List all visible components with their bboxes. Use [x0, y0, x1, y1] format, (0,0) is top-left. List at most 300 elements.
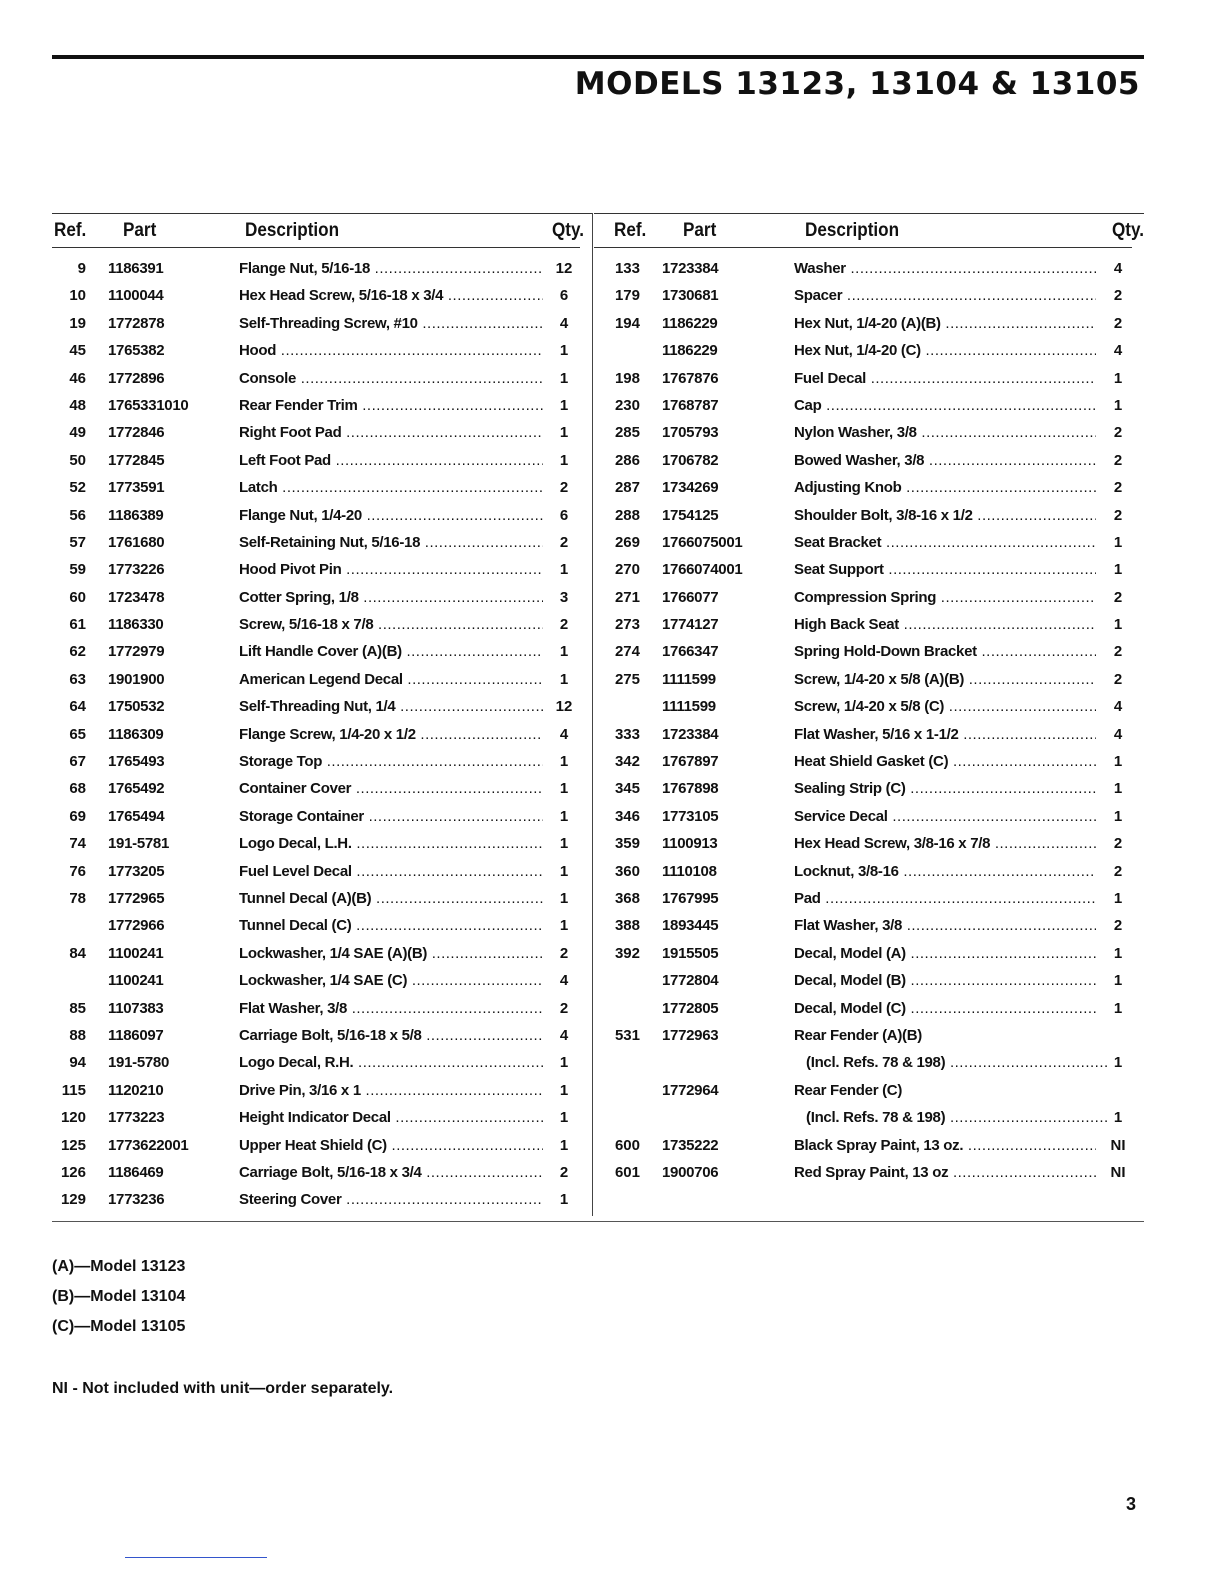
table-row: [594, 503, 1144, 530]
top-rule: [52, 55, 1144, 59]
part-number-cell: 1772878: [108, 314, 165, 332]
ref-cell: 274: [614, 643, 640, 661]
quantity-cell: 1: [559, 862, 569, 880]
quantity-cell: 1: [559, 342, 569, 360]
table-row: [594, 667, 1144, 694]
ref-cell: 65: [69, 725, 86, 743]
quantity-cell: 1: [1113, 396, 1123, 414]
quantity-cell: 1: [1113, 972, 1123, 990]
table-row: [594, 393, 1144, 420]
table-row: [594, 941, 1144, 968]
quantity-cell: 3: [559, 588, 569, 606]
quantity-cell: 1: [559, 1109, 569, 1127]
table-row: [594, 1078, 1144, 1105]
part-number-cell: 1773236: [108, 1191, 165, 1209]
header-ref: Ref.: [54, 220, 87, 241]
quantity-cell: 1: [559, 451, 569, 469]
part-number-cell: 1107383: [108, 999, 164, 1017]
quantity-cell: 1: [559, 396, 569, 414]
table-header: [52, 214, 592, 247]
header-description: Description: [245, 220, 340, 241]
part-number-cell: 1186309: [108, 725, 164, 743]
description-cell: Decal, Model (A) .....: [794, 945, 1096, 962]
description-cell: Locknut, 3/8-16 .....: [794, 863, 1096, 880]
description-cell: Black Spray Paint, 13 oz. .....: [794, 1137, 1096, 1154]
quantity-cell: 2: [1113, 506, 1123, 524]
ref-cell: 60: [69, 588, 86, 606]
table-row: [594, 722, 1144, 749]
table-row: [52, 722, 592, 749]
ref-cell: 287: [614, 479, 640, 497]
table-row: [594, 420, 1144, 447]
quantity-cell: 1: [559, 807, 569, 825]
ref-cell: 62: [69, 643, 86, 661]
ref-cell: 85: [69, 999, 86, 1017]
table-row: [52, 667, 592, 694]
description-cell: Storage Top .....: [239, 753, 543, 770]
description-cell: Lockwasher, 1/4 SAE (C) .....: [239, 972, 543, 989]
ref-cell: 68: [69, 780, 86, 798]
table-row: [594, 694, 1144, 721]
quantity-cell: 1: [1113, 944, 1123, 962]
part-number-cell: 1765331010: [108, 396, 189, 414]
ref-cell: 230: [614, 396, 640, 414]
part-number-cell: 1773223: [108, 1109, 165, 1127]
quantity-cell: 4: [559, 314, 569, 332]
description-cell: Rear Fender Trim .....: [239, 397, 543, 414]
part-number-cell: 1100241: [108, 944, 164, 962]
quantity-cell: 1: [1113, 780, 1123, 798]
table-row: [594, 1050, 1144, 1077]
description-cell: Bowed Washer, 3/8 .....: [794, 452, 1096, 469]
description-cell: Logo Decal, L.H. .....: [239, 835, 543, 852]
table-row: [52, 1160, 592, 1187]
table-body-left: [52, 248, 592, 1216]
description-cell: Hood Pivot Pin .....: [239, 561, 543, 578]
ref-cell: 76: [69, 862, 86, 880]
table-row: [52, 913, 592, 940]
bottom-rule: [52, 1221, 1144, 1222]
part-number-cell: 1767897: [662, 753, 719, 771]
model-footnotes: [52, 1258, 185, 1348]
description-cell: Self-Threading Nut, 1/4 .....: [239, 698, 543, 715]
table-row: [594, 776, 1144, 803]
description-cell: Decal, Model (C) .....: [794, 1000, 1096, 1017]
description-cell: Container Cover .....: [239, 780, 543, 797]
part-number-cell: 1772963: [662, 1026, 719, 1044]
ref-cell: 120: [60, 1109, 86, 1127]
table-row: [594, 475, 1144, 502]
table-row: [52, 393, 592, 420]
ref-cell: 601: [614, 1163, 640, 1181]
description-cell: Cotter Spring, 1/8 .....: [239, 589, 543, 606]
description-cell: Hex Nut, 1/4-20 (C) .....: [794, 342, 1096, 359]
quantity-cell: 2: [1113, 479, 1123, 497]
table-row: [52, 585, 592, 612]
part-number-cell: 1730681: [662, 287, 719, 305]
part-number-cell: 1773205: [108, 862, 165, 880]
table-row: [52, 941, 592, 968]
part-number-cell: 1111599: [662, 698, 716, 716]
ref-cell: 271: [614, 588, 640, 606]
table-row: [594, 530, 1144, 557]
part-number-cell: 1186229: [662, 314, 718, 332]
ref-cell: 52: [69, 479, 86, 497]
table-row: [52, 557, 592, 584]
table-row: [594, 366, 1144, 393]
table-row: [594, 831, 1144, 858]
quantity-cell: 6: [559, 506, 569, 524]
table-row: [594, 913, 1144, 940]
quantity-cell: 1: [559, 753, 569, 771]
quantity-cell: 4: [1113, 260, 1123, 277]
quantity-cell: 2: [1113, 670, 1123, 688]
description-cell: Seat Bracket .....: [794, 534, 1096, 551]
quantity-cell: 2: [1113, 424, 1123, 442]
ref-cell: 346: [614, 807, 640, 825]
part-number-cell: 191-5781: [108, 835, 169, 853]
ref-cell: 46: [69, 369, 86, 387]
table-row: [52, 996, 592, 1023]
description-cell: Spring Hold-Down Bracket .....: [794, 643, 1096, 660]
description-cell: Flat Washer, 3/8 .....: [794, 917, 1096, 934]
ref-cell: 74: [69, 835, 86, 853]
table-row: [52, 749, 592, 776]
ref-cell: 345: [614, 780, 640, 798]
ref-cell: 61: [69, 616, 86, 634]
part-number-cell: 1900706: [662, 1163, 719, 1181]
description-cell: Carriage Bolt, 5/16-18 x 3/4 .....: [239, 1164, 543, 1181]
ref-cell: 288: [614, 506, 640, 524]
table-row: [594, 804, 1144, 831]
ref-cell: 342: [614, 753, 640, 771]
ref-cell: 67: [69, 753, 86, 771]
description-cell: Console .....: [239, 370, 543, 387]
ref-cell: 360: [614, 862, 640, 880]
description-cell: Lockwasher, 1/4 SAE (A)(B) .....: [239, 945, 543, 962]
part-number-cell: 1723478: [108, 588, 165, 606]
table-row: [52, 1050, 592, 1077]
description-cell: Hex Head Screw, 3/8-16 x 7/8 .....: [794, 835, 1096, 852]
description-cell: Cap .....: [794, 397, 1096, 414]
part-number-cell: 1772964: [662, 1081, 719, 1099]
table-row: [52, 1023, 592, 1050]
description-cell: Self-Retaining Nut, 5/16-18 .....: [239, 534, 543, 551]
quantity-cell: 2: [559, 944, 569, 962]
description-cell: Sealing Strip (C) .....: [794, 780, 1096, 797]
header-part: Part: [683, 220, 717, 241]
table-row: [52, 694, 592, 721]
description-cell: Hex Head Screw, 5/16-18 x 3/4 .....: [239, 287, 543, 304]
ref-cell: 50: [69, 451, 86, 469]
quantity-cell: 1: [1113, 616, 1123, 634]
part-number-cell: 1186229: [662, 342, 718, 360]
ref-cell: 10: [69, 287, 86, 305]
ref-cell: 9: [77, 260, 86, 277]
ref-cell: 333: [614, 725, 640, 743]
quantity-cell: 4: [559, 725, 569, 743]
part-number-cell: 1772965: [108, 889, 165, 907]
table-row: [52, 639, 592, 666]
quantity-cell: 2: [1113, 835, 1123, 853]
table-row: [52, 448, 592, 475]
quantity-cell: 1: [559, 780, 569, 798]
quantity-cell: 1: [1113, 561, 1123, 579]
part-number-cell: 1767995: [662, 889, 719, 907]
description-cell: (Incl. Refs. 78 & 198) .....: [794, 1054, 1108, 1071]
quantity-cell: 1: [1113, 1109, 1123, 1127]
quantity-cell: 4: [1113, 698, 1123, 716]
part-number-cell: 1186330: [108, 616, 164, 634]
description-cell: Hex Nut, 1/4-20 (A)(B) .....: [794, 315, 1096, 332]
table-row: [52, 1105, 592, 1132]
part-number-cell: 1186391: [108, 260, 164, 277]
ref-cell: 531: [614, 1026, 640, 1044]
ref-cell: 600: [614, 1136, 640, 1154]
quantity-cell: 1: [559, 1054, 569, 1072]
description-cell: Self-Threading Screw, #10 .....: [239, 315, 543, 332]
description-cell: Tunnel Decal (A)(B) .....: [239, 890, 543, 907]
quantity-cell: 4: [1113, 725, 1123, 743]
quantity-cell: 1: [1113, 369, 1123, 387]
ref-cell: 269: [614, 533, 640, 551]
description-cell: Hood .....: [239, 342, 543, 359]
table-row: [594, 1133, 1144, 1160]
description-cell: Compression Spring .....: [794, 589, 1096, 606]
part-number-cell: 1186389: [108, 506, 164, 524]
part-number-cell: 1772846: [108, 424, 165, 442]
quantity-cell: 1: [1113, 889, 1123, 907]
footnote-b: (B)—Model 13104: [52, 1288, 186, 1305]
ref-cell: 392: [614, 944, 640, 962]
table-row: [594, 859, 1144, 886]
part-number-cell: 1766075001: [662, 533, 743, 551]
ref-cell: 69: [69, 807, 86, 825]
table-row: [52, 475, 592, 502]
table-body-right: [594, 248, 1144, 1216]
description-cell: Carriage Bolt, 5/16-18 x 5/8 .....: [239, 1027, 543, 1044]
footnote-a: (A)—Model 13123: [52, 1258, 186, 1275]
quantity-cell: 2: [1113, 643, 1123, 661]
ref-cell: 198: [614, 369, 640, 387]
part-number-cell: 1750532: [108, 698, 165, 716]
table-row: [52, 311, 592, 338]
quantity-cell: 1: [1113, 533, 1123, 551]
part-number-cell: 1773622001: [108, 1136, 189, 1154]
description-cell: Washer .....: [794, 260, 1096, 277]
part-number-cell: 1723384: [662, 260, 719, 277]
quantity-cell: 2: [1113, 588, 1123, 606]
table-row: [52, 503, 592, 530]
quantity-cell: 4: [1113, 342, 1123, 360]
part-number-cell: 191-5780: [108, 1054, 169, 1072]
ref-cell: 270: [614, 561, 640, 579]
ref-cell: 59: [69, 561, 86, 579]
description-cell: Steering Cover .....: [239, 1191, 543, 1208]
table-row: [52, 804, 592, 831]
part-number-cell: 1767898: [662, 780, 719, 798]
table-row: [594, 639, 1144, 666]
part-number-cell: 1901900: [108, 670, 165, 688]
table-row: [52, 968, 592, 995]
table-row: [52, 776, 592, 803]
description-cell: Decal, Model (B) .....: [794, 972, 1096, 989]
description-cell: Drive Pin, 3/16 x 1 .....: [239, 1082, 543, 1099]
description-cell: Pad .....: [794, 890, 1096, 907]
quantity-cell: 1: [559, 1136, 569, 1154]
quantity-cell: 1: [1113, 753, 1123, 771]
table-row: [594, 283, 1144, 310]
ref-cell: 115: [61, 1081, 86, 1099]
description-cell: Nylon Washer, 3/8 .....: [794, 424, 1096, 441]
ref-cell: 19: [69, 314, 86, 332]
description-cell: Tunnel Decal (C) .....: [239, 917, 543, 934]
table-row: [594, 311, 1144, 338]
part-number-cell: 1100913: [662, 835, 718, 853]
part-number-cell: 1772804: [662, 972, 719, 990]
part-number-cell: 1768787: [662, 396, 719, 414]
header-ref: Ref.: [614, 220, 647, 241]
header-description: Description: [805, 220, 900, 241]
ref-cell: 286: [614, 451, 640, 469]
quantity-cell: 2: [559, 616, 569, 634]
table-row: [52, 283, 592, 310]
description-cell: Lift Handle Cover (A)(B) .....: [239, 643, 543, 660]
header-qty: Qty.: [552, 220, 584, 241]
part-number-cell: 1765382: [108, 342, 165, 360]
description-cell: Upper Heat Shield (C) .....: [239, 1137, 543, 1154]
quantity-cell: 2: [1113, 314, 1123, 332]
quantity-cell: 2: [559, 533, 569, 551]
part-number-cell: 1765493: [108, 753, 165, 771]
quantity-cell: 1: [1113, 1054, 1123, 1072]
ref-cell: 273: [614, 616, 640, 634]
table-row: [52, 530, 592, 557]
part-number-cell: 1765494: [108, 807, 165, 825]
part-number-cell: 1110108: [662, 862, 717, 880]
ref-cell: 285: [614, 424, 640, 442]
part-number-cell: 1754125: [662, 506, 719, 524]
table-row: [52, 859, 592, 886]
quantity-cell: 12: [555, 260, 573, 277]
table-row: [594, 968, 1144, 995]
ref-cell: 133: [614, 260, 640, 277]
description-cell: Seat Support .....: [794, 561, 1096, 578]
header-part: Part: [123, 220, 157, 241]
part-number-cell: 1186097: [108, 1026, 164, 1044]
part-number-cell: 1186469: [108, 1163, 164, 1181]
description-cell: High Back Seat .....: [794, 616, 1096, 633]
table-row: [52, 256, 592, 283]
quantity-cell: 1: [559, 424, 569, 442]
ref-cell: 49: [69, 424, 86, 442]
part-number-cell: 1766074001: [662, 561, 743, 579]
quantity-cell: 2: [559, 1163, 569, 1181]
footnote-c: (C)—Model 13105: [52, 1318, 186, 1335]
page-title: MODELS 13123, 13104 & 13105: [574, 66, 1140, 102]
description-cell: Fuel Decal .....: [794, 370, 1096, 387]
part-number-cell: 1766077: [662, 588, 719, 606]
description-cell: Screw, 5/16-18 x 7/8 .....: [239, 616, 543, 633]
header-qty: Qty.: [1112, 220, 1144, 241]
ref-cell: 179: [614, 287, 640, 305]
parts-table-right: [594, 213, 1144, 1216]
table-row: [594, 749, 1144, 776]
description-cell: Latch .....: [239, 479, 543, 496]
quantity-cell: 1: [559, 889, 569, 907]
description-cell: Heat Shield Gasket (C) .....: [794, 753, 1096, 770]
description-cell: Flange Nut, 5/16-18 .....: [239, 260, 543, 277]
description-cell: Red Spray Paint, 13 oz .....: [794, 1164, 1096, 1181]
description-cell: Rear Fender (A)(B): [794, 1026, 922, 1044]
quantity-cell: 2: [1113, 862, 1123, 880]
table-row: [52, 420, 592, 447]
quantity-cell: 2: [1113, 917, 1123, 935]
ref-cell: 84: [69, 944, 86, 962]
table-row: [52, 338, 592, 365]
part-number-cell: 1761680: [108, 533, 165, 551]
description-cell: Fuel Level Decal .....: [239, 863, 543, 880]
description-cell: Shoulder Bolt, 3/8-16 x 1/2 .....: [794, 507, 1096, 524]
quantity-cell: 4: [559, 1026, 569, 1044]
ref-cell: 368: [614, 889, 640, 907]
ref-cell: 64: [69, 698, 86, 716]
quantity-cell: 1: [559, 670, 569, 688]
table-row: [52, 1078, 592, 1105]
table-row: [594, 256, 1144, 283]
quantity-cell: 2: [559, 999, 569, 1017]
description-cell: Flange Nut, 1/4-20 .....: [239, 507, 543, 524]
part-number-cell: 1111599: [662, 670, 716, 688]
quantity-cell: 1: [1113, 999, 1123, 1017]
part-number-cell: 1773226: [108, 561, 165, 579]
ref-cell: 126: [60, 1163, 86, 1181]
part-number-cell: 1772979: [108, 643, 165, 661]
quantity-cell: 1: [559, 369, 569, 387]
ref-cell: 45: [69, 342, 86, 360]
part-number-cell: 1774127: [662, 616, 719, 634]
table-row: [52, 1187, 592, 1214]
quantity-cell: 1: [559, 1191, 569, 1209]
table-row: [52, 1133, 592, 1160]
part-number-cell: 1766347: [662, 643, 719, 661]
ref-cell: 194: [614, 314, 640, 332]
quantity-cell: 6: [559, 287, 569, 305]
quantity-cell: 1: [559, 917, 569, 935]
quantity-cell: 2: [1113, 287, 1123, 305]
quantity-cell: 1: [559, 1081, 569, 1099]
part-number-cell: 1767876: [662, 369, 719, 387]
quantity-cell: 4: [559, 972, 569, 990]
ref-cell: 57: [69, 533, 86, 551]
ref-cell: 388: [614, 917, 640, 935]
description-cell: Screw, 1/4-20 x 5/8 (C) .....: [794, 698, 1096, 715]
ref-cell: 56: [69, 506, 86, 524]
ni-note: NI - Not included with unit—order separately.: [52, 1380, 394, 1397]
ref-cell: 78: [69, 889, 86, 907]
part-number-cell: 1772805: [662, 999, 719, 1017]
part-number-cell: 1893445: [662, 917, 719, 935]
ref-cell: 125: [60, 1136, 86, 1154]
description-cell: Logo Decal, R.H. .....: [239, 1054, 543, 1071]
part-number-cell: 1100241: [108, 972, 164, 990]
quantity-cell: NI: [1110, 1136, 1126, 1154]
ref-cell: 63: [69, 670, 86, 688]
part-number-cell: 1706782: [662, 451, 719, 469]
description-cell: Spacer .....: [794, 287, 1096, 304]
ref-cell: 88: [69, 1026, 86, 1044]
description-cell: Flat Washer, 5/16 x 1-1/2 .....: [794, 726, 1096, 743]
